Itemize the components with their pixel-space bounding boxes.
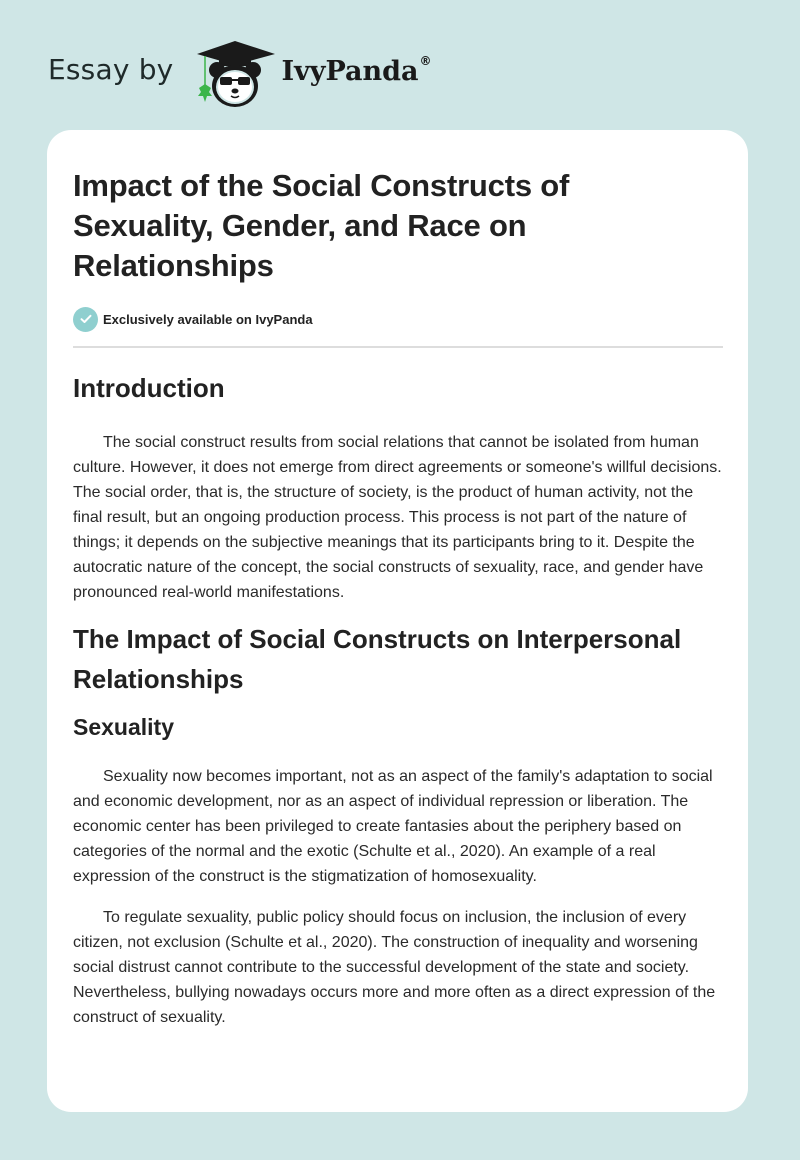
paragraph: To regulate sexuality, public policy should focus on inclusion, the inclusion of every citizen, not exclusion (Schulte et al., 2020). The construction of inequality and worsening social distrust cannot contribute to the successful development of the state and society. Nevertheless, bullying nowadays occurs more and more often as a direct expression of the construct of sexuality. <box>73 909 716 1026</box>
paragraph: Sexuality now becomes important, not as an aspect of the family's adaptation to social and economic development, nor as an aspect of individual repression or liberation. The economic center has been privileged to create fantasies about the periphery based on categories of the normal and the exotic (Schulte et al., 2020). An example of a real expression of the construct is the stigmatization of homosexuality. <box>73 768 713 885</box>
section-introduction <box>73 368 722 605</box>
section-impact-of-social-constructs <box>73 619 722 1030</box>
exclusive-badge-text: Exclusively available on IvyPanda <box>103 311 313 327</box>
subsection-heading: Sexuality <box>73 714 174 740</box>
paragraph: The social construct results from social relations that cannot be isolated from human culture. However, it does not emerge from direct agreements or someone's willful decisions. The social order, that is, the structure of society, is the product of human activity, not the final result, but an ongoing production process. This process is not part of the nature of things; it depends on the subjective meanings that its participants bring to it. Despite the autocratic nature of the concept, the social constructs of sexuality, race, and gender have pronounced real-world manifestations. <box>73 434 722 601</box>
essay-by-label: Essay by <box>48 52 174 86</box>
title-divider <box>73 346 723 348</box>
registered-mark: ® <box>419 53 432 68</box>
exclusive-badge <box>73 307 722 331</box>
panda-graduate-logo-icon[interactable] <box>193 34 277 110</box>
section-heading: Introduction <box>73 373 225 403</box>
essay-card <box>47 130 748 1112</box>
essay-title: Impact of the Social Constructs of Sexuality, Gender, and Race on Relationships <box>73 168 570 283</box>
check-circle-icon <box>73 307 98 332</box>
site-header <box>48 34 432 110</box>
ivypanda-wordmark[interactable]: IvyPanda® <box>281 53 432 87</box>
section-heading: The Impact of Social Constructs on Interpersonal Relationships <box>73 624 682 694</box>
subsection-sexuality <box>73 712 722 1030</box>
